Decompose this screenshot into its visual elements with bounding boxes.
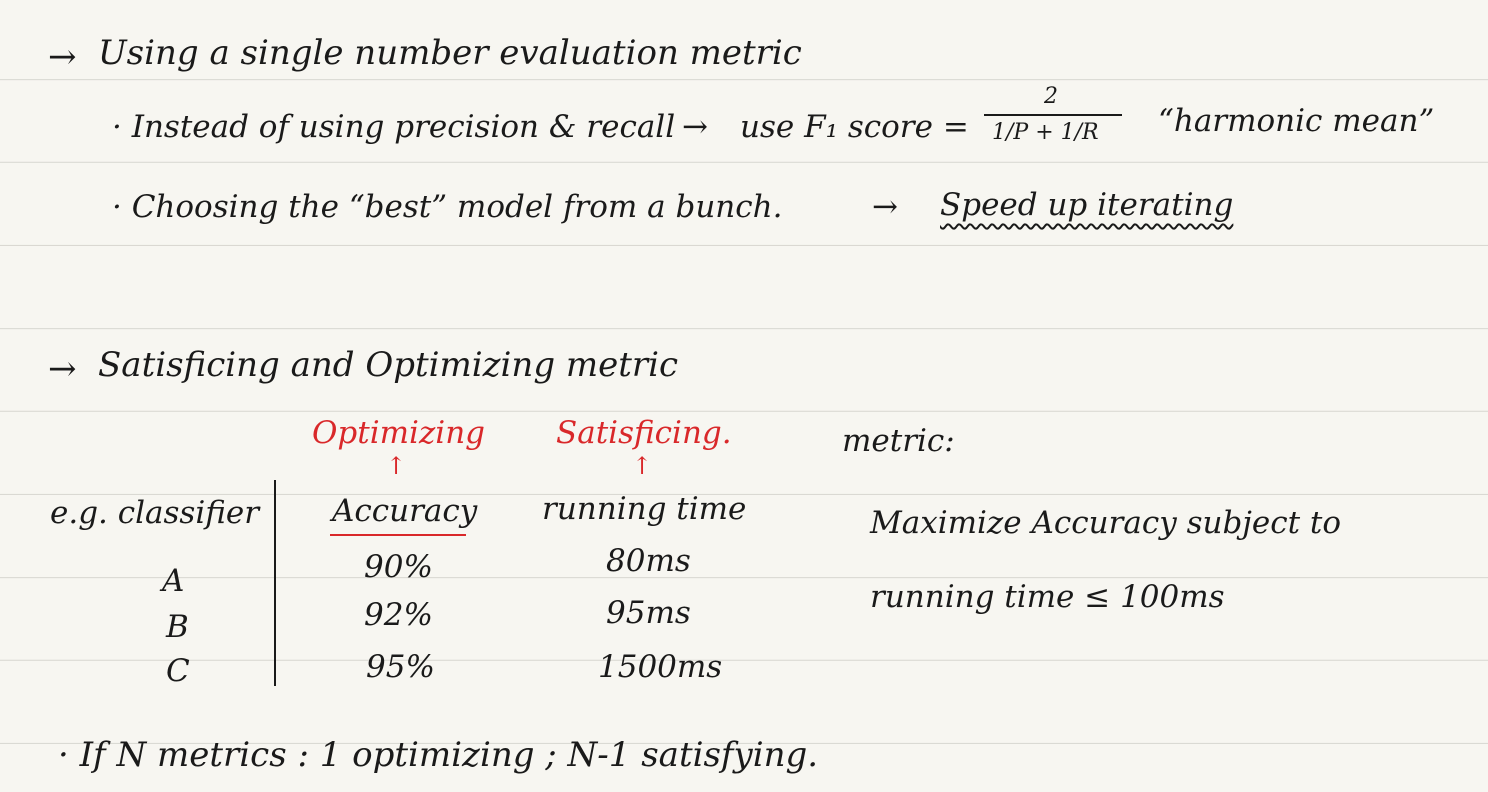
- accuracy-underline: [330, 534, 466, 536]
- table-row-b-name: B: [166, 609, 189, 645]
- table-row-a-accuracy: 90%: [364, 549, 433, 585]
- column-header-running-time: running time: [542, 491, 747, 527]
- fraction-bar: [984, 114, 1122, 116]
- bullet2-arrow: →: [872, 189, 898, 225]
- metric-line-2: running time ≤ 100ms: [870, 579, 1225, 615]
- table-row-c-name: C: [166, 653, 190, 689]
- f1-score-label: use F₁ score =: [740, 109, 969, 145]
- bullet1-arrow: →: [682, 109, 708, 145]
- table-row-c-time: 1500ms: [598, 649, 723, 685]
- optimizing-up-arrow: ↑: [386, 452, 407, 480]
- metric-label: metric:: [842, 423, 955, 459]
- speed-up-iterating: Speed up iterating: [940, 187, 1234, 223]
- fraction-denominator: 1/P + 1/R: [992, 120, 1099, 145]
- section2-arrow: →: [48, 349, 77, 389]
- table-row-c-accuracy: 95%: [366, 649, 435, 685]
- bullet2-text: · Choosing the “best” model from a bunch.: [112, 189, 783, 225]
- section2-heading: Satisficing and Optimizing metric: [98, 345, 679, 385]
- table-row-a-time: 80ms: [606, 543, 691, 579]
- metric-line-1: Maximize Accuracy subject to: [870, 505, 1342, 541]
- harmonic-mean-note: “harmonic mean”: [1158, 103, 1435, 139]
- fraction-numerator: 2: [1044, 84, 1058, 109]
- section1-arrow: →: [48, 37, 77, 77]
- column-header-accuracy: Accuracy: [332, 493, 478, 529]
- table-row-a-name: A: [162, 563, 185, 599]
- bullet1-text: · Instead of using precision & recall: [112, 109, 676, 145]
- table-row-b-accuracy: 92%: [364, 597, 433, 633]
- label-satisficing: Satisficing.: [556, 415, 732, 451]
- f1-fraction: [978, 86, 1128, 156]
- satisficing-up-arrow: ↑: [632, 452, 653, 480]
- section1-heading: Using a single number evaluation metric: [98, 33, 802, 73]
- footer-note: · If N metrics : 1 optimizing ; N-1 satisfying.: [58, 735, 819, 775]
- table-row-label: e.g. classifier: [50, 495, 260, 531]
- table-divider: [274, 480, 276, 686]
- table-row-b-time: 95ms: [606, 595, 691, 631]
- label-optimizing: Optimizing: [312, 415, 485, 451]
